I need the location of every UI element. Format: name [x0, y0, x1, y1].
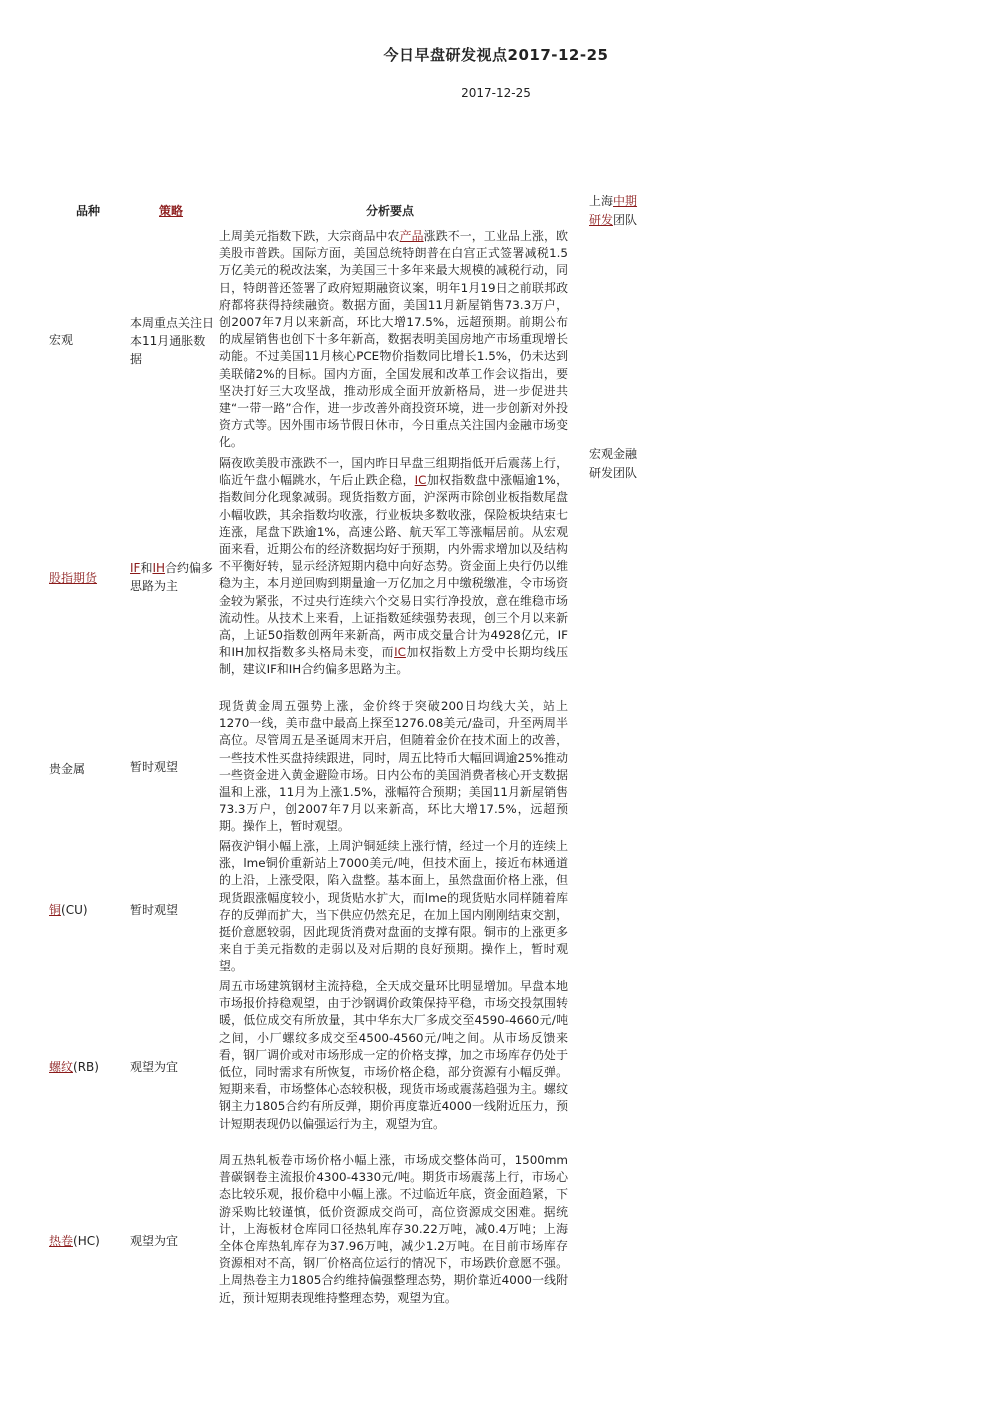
row-analysis: 周五热轧板卷市场价格小幅上涨，市场成交整体尚可，1500mm普碳钢卷主流报价4300-4330元/吨。期货市场震荡上行，市场心态比较乐观，报价稳中小幅上涨。不过临近年底，资金面趋紧，下游采购比较谨慎，低价资源成交尚可，高位资源成交困难。据统计，上海板材仓库同口径热轧库存30.22万吨，减0.4万吨；上海全体仓库热轧库存为37.96万吨，减少1.2万吨。在目前市场库存资源相对不高，钢厂价格高位运行的情况下，市场跌价意愿不强。上周热卷主力1805合约维持偏强整理态势，期价靠近4000一线附近，预计短期表现维持整理态势，观望为宜。 — [219, 1153, 568, 1305]
row-analysis — [219, 455, 568, 679]
team-macro — [589, 445, 637, 483]
team-shanghai — [589, 192, 637, 230]
analysis-text: 加权指数盘中涨幅逾1%，指数间分化现象减弱。现货指数方面，沪深两市除创业板指数尾盘小幅收跌，其余指数均收涨，行业板块多数收涨，保险板块结束七连涨，尾盘下跌逾1%，高速公路、航天军工等涨幅居前。从宏观面来看，近期公布的经济数据均好于预期，内外需求增加以及结构不平衡好转，显示经济短期内稳中向好态势。资金面上央行仍以维稳为主，本月逆回购到期量逾一万亿加之月中缴税缴准，令市场资金较为紧张，不过央行连续六个交易日实行净投放，意在维稳市场流动性。从技术上来看，上证指数延续强势表现，创三个月以来新高，上证50指数创两年来新高，两市成交量合计为4928亿元，IF和IH加权指数多头格局未变，而 — [219, 473, 568, 660]
strategy-link-if[interactable]: IF — [130, 561, 141, 575]
strategy-link-ih[interactable]: IH — [152, 561, 166, 575]
row-category-link-guzhiqihuo[interactable]: 股指期货 — [49, 571, 98, 585]
row-analysis: 现货黄金周五强势上涨，金价终于突破200日均线大关，站上1270一线，美市盘中最高上探至1276.08美元/盎司，升至两周半高位。尽管周五是圣诞周末开启，但随着金价在技术面上的改善，一些技术性买盘持续跟进，同时，周五比特币大幅回调逾25%推动一些资金进入黄金避险市场。日内公布的美国消费者核心开支数据温和上涨，11月为上涨1.5%，涨幅符合预期；美国11月新屋销售73.3万户，创2007年7月以来新高，环比大增17.5%，远超预期。操作上，暂时观望。 — [219, 699, 568, 834]
team-shanghai-suffix: 团队 — [613, 213, 638, 227]
strategy-text: 和 — [140, 561, 153, 575]
analysis-text: 加权指数上方受中长期均线压制，建议IF和IH合约偏多思路为主。 — [219, 645, 568, 677]
analysis-text: 上周美元指数下跌，大宗商品中农 — [219, 229, 400, 243]
analysis-link-ic-2[interactable]: IC — [394, 645, 406, 660]
col-header-strategy-link[interactable]: 策略 — [159, 204, 184, 218]
team-shanghai-prefix: 上海 — [589, 194, 614, 208]
col-header-analysis: 分析要点 — [366, 204, 415, 218]
row-analysis: 隔夜沪铜小幅上涨，上周沪铜延续上涨行情，经过一个月的连续上涨，lme铜价重新站上7000美元/吨，但技术面上，接近布林通道的上沿，上涨受限，陷入盘整。基本面上，虽然盘面价格上涨，但现货跟涨幅度较小，现货贴水扩大，而lme的现货贴水同样随着库存的反弹而扩大，当下供应仍然充足，在加上国内刚刚结束交割，挺价意愿较弱，因此现货消费对盘面的支撑有限。铜市的上涨更多来自于美元指数的走弱以及对后期的良好预期。操作上，暂时观望。 — [219, 839, 568, 974]
row-strategy: 观望为宜 — [130, 1060, 179, 1074]
page-title: 今日早盘研发视点2017-12-25 — [383, 46, 609, 64]
row-category — [49, 901, 88, 918]
report-date: 2017-12-25 — [461, 86, 531, 100]
team-shanghai-link-zhongqi[interactable]: 中期 — [613, 194, 638, 208]
row-strategy — [130, 559, 216, 595]
row-category-link-tong[interactable]: 铜 — [49, 903, 62, 917]
row-category — [49, 1058, 99, 1075]
row-category: 宏观 — [49, 333, 74, 347]
row-strategy: 观望为宜 — [130, 1234, 179, 1248]
team-macro-line1: 宏观金融 — [589, 447, 638, 461]
row-analysis: 周五市场建筑钢材主流持稳，全天成交量环比明显增加。早盘本地市场报价持稳观望，由于沙钢调价政策保持平稳，市场交投氛围转暖，低位成交有所放量，其中华东大厂多成交至4590-4660元/吨之间，小厂螺纹多成交至4500-4560元/吨之间。从市场反馈来看，钢厂调价或对市场形成一定的价格支撑，加之市场库存仍处于低位，同时需求有所恢复，市场价格企稳，部分资源有小幅反弹。短期来看，市场整体心态较积极，现货市场或震荡趋强为主。螺纹钢主力1805合约有所反弹，期价再度靠近4000一线附近压力，预计短期表现仍以偏强运行为主，观望为宜。 — [219, 979, 568, 1131]
team-macro-line2: 研发团队 — [589, 466, 638, 480]
analysis-text: 隔夜欧美股市涨跌不一，国内昨日早盘三组期指低开后震荡上行，临近午盘小幅跳水，午后止跌企稳， — [219, 456, 568, 488]
analysis-text: 涨跌不一，工业品上涨，欧美股市普跌。国际方面，美国总统特朗普在白宫正式签署减税1.5万亿美元的税改法案，为美国三十多年来最大规模的减税行动，同日，特朗普还签署了政府短期融资议案，明年1月19日之前联邦政府都将获得持续融资。数据方面，美国11月新屋销售73.3万户，创2007年7月以来新高，环比大增17.5%，远超预期。前期公布的成屋销售也创下十多年新高，数据表明美国房地产市场重现增长动能。不过美国11月核心PCE物价指数同比增长1.5%，仍未达到美联储2%的目标。国内方面，全国发展和改革工作会议指出，要坚决打好三大攻坚战，推动形成全面开放新格局，进一步促进共建“一带一路”合作，进一步改善外商投资环境，进一步创新对外投资方式等。因外围市场节假日休市，今日重点关注国内金融市场变化。 — [219, 229, 568, 450]
strategy-text: 合约偏多思路为主 — [130, 561, 214, 593]
row-strategy: 暂时观望 — [130, 760, 179, 774]
analysis-link-chanpin[interactable]: 产品 — [399, 229, 424, 243]
row-strategy: 本周重点关注日本11月通胀数据 — [130, 316, 215, 366]
col-header-category: 品种 — [76, 204, 101, 218]
analysis-link-ic[interactable]: IC — [414, 473, 427, 488]
row-category: 贵金属 — [49, 762, 86, 776]
row-category-code: (RB) — [73, 1060, 99, 1074]
row-category-link-luowen[interactable]: 螺纹 — [49, 1060, 74, 1074]
row-category-code: (HC) — [73, 1234, 100, 1248]
row-category-code: (CU) — [61, 903, 88, 917]
row-category-link-rejuan[interactable]: 热卷 — [49, 1234, 74, 1248]
team-shanghai-link-yanfa[interactable]: 研发 — [589, 213, 614, 227]
row-category — [49, 1232, 100, 1249]
row-strategy: 暂时观望 — [130, 903, 179, 917]
row-analysis — [219, 228, 568, 452]
